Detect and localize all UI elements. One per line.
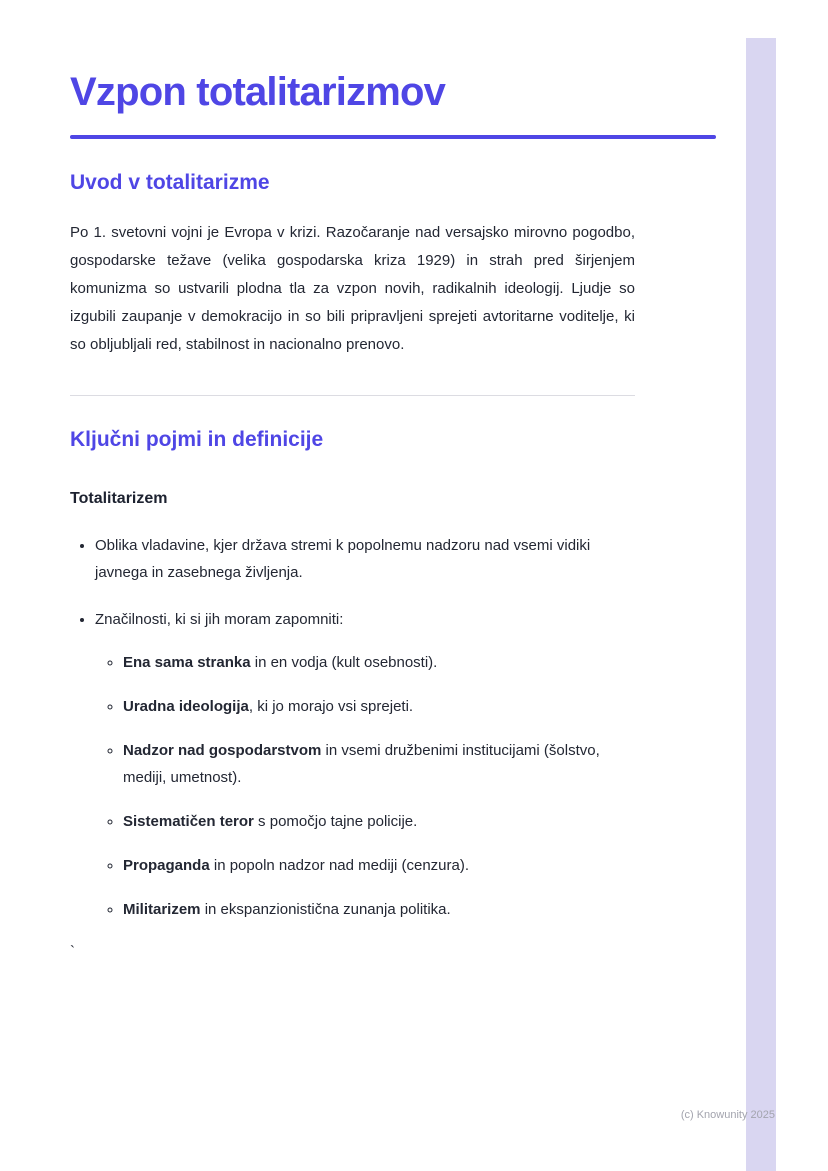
sub-bullet-list <box>95 649 635 923</box>
list-item-characteristic <box>123 808 635 835</box>
characteristic-term: Uradna ideologija <box>123 698 249 715</box>
list-item-text: Značilnosti, ki si jih moram zapomniti: <box>95 611 344 628</box>
characteristic-text: s pomočjo tajne policije. <box>253 813 418 830</box>
list-item-characteristic <box>123 896 635 923</box>
characteristic-term: Militarizem <box>123 901 201 918</box>
characteristic-term: Ena sama stranka <box>123 654 251 671</box>
list-item-definition <box>95 532 635 586</box>
section-divider <box>70 395 635 396</box>
stray-backtick: ` <box>70 943 75 960</box>
term-title: Totalitarizem <box>70 490 168 507</box>
section-key-terms <box>70 428 716 960</box>
section-heading-intro: Uvod v totalitarizme <box>70 171 270 194</box>
characteristic-term: Propaganda <box>123 857 210 874</box>
footer-credit: (c) Knowunity 2025 <box>680 1109 775 1121</box>
characteristic-text: in popoln nadzor nad mediji (cenzura). <box>209 857 470 874</box>
list-item-characteristic <box>123 693 635 720</box>
bullet-list <box>70 532 635 923</box>
list-item-characteristics <box>95 606 635 923</box>
characteristic-text: in ekspanzionistična zunanja politika. <box>200 901 451 918</box>
characteristic-term: Sistematičen teror <box>123 813 254 830</box>
title-rule <box>70 135 716 139</box>
characteristic-text: , ki jo morajo vsi sprejeti. <box>248 698 414 715</box>
list-item-characteristic <box>123 649 635 676</box>
page-title: Vzpon totalitarizmov <box>70 70 446 114</box>
section-heading-key-terms: Ključni pojmi in definicije <box>70 428 324 451</box>
list-item-characteristic <box>123 737 635 791</box>
right-accent-stripe <box>746 38 776 1171</box>
section-intro <box>70 171 716 359</box>
characteristic-text: in en vodja (kult osebnosti). <box>250 654 438 671</box>
intro-paragraph: Po 1. svetovni vojni je Evropa v krizi. Razočaranje nad versajsko mirovno pogodbo, gospodarske težave (velika gospodarska kriza 1929) in strah pred širjenjem komunizma so ustvarili plodna tla za vzpon novih, radikalnih ideologij. Ljudje so izgubili zaupanje v demokracijo in so bili pripravljeni sprejeti avtoritarne voditelje, ki so obljubljali red, stabilnost in nacionalno prenovo. <box>70 224 635 353</box>
list-item-text: Oblika vladavine, kjer država stremi k popolnemu nadzoru nad vsemi vidiki javnega in zasebnega življenja. <box>95 537 591 581</box>
characteristic-text: in vsemi družbenimi institucijami (šolstvo, mediji, umetnost). <box>123 742 600 786</box>
list-item-characteristic <box>123 852 635 879</box>
characteristic-term: Nadzor nad gospodarstvom <box>123 742 322 759</box>
